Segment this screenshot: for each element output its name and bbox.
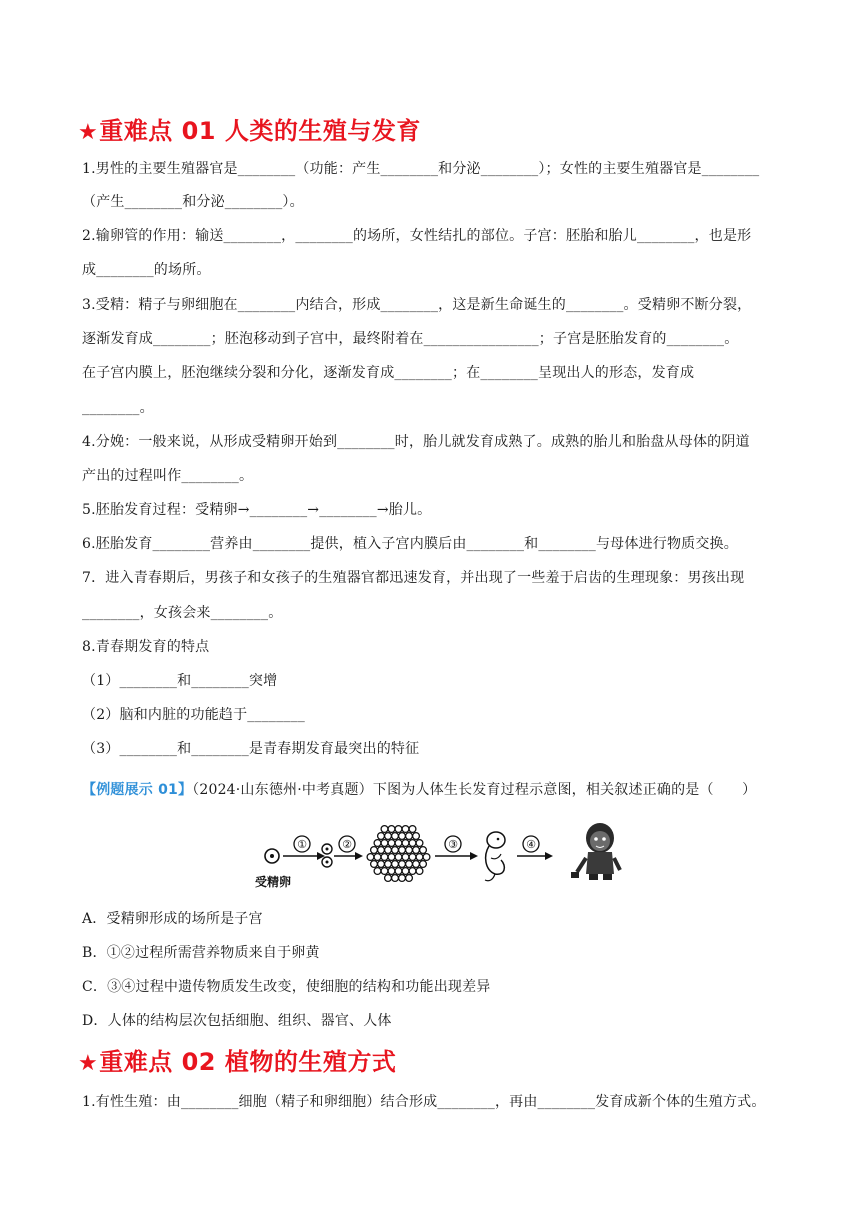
text-line: 6.胚胎发育________营养由________提供，植入子宫内膜后由________和________与母体进行物质交换。	[82, 536, 738, 552]
option-c[interactable]: C．③④过程中遗传物质发生改变，使细胞的结构和功能出现差异	[82, 979, 491, 995]
cluster-cell	[378, 861, 385, 868]
cluster-cell	[374, 854, 381, 861]
cluster-cell	[385, 833, 392, 840]
example-question-text: （2024·山东德州·中考真题）下图为人体生长发育过程示意图，相关叙述正确的是（ ）	[192, 782, 757, 798]
cluster-cell	[388, 868, 395, 875]
cluster-cell	[406, 861, 413, 868]
cluster-cell	[416, 840, 423, 847]
text-line: 成________的场所。	[82, 262, 211, 278]
text-line: 8.青春期发育的特点	[82, 639, 210, 655]
cluster-cell	[392, 861, 399, 868]
option-a[interactable]: A．受精卵形成的场所是子宫	[82, 911, 263, 927]
embryo-icon	[485, 832, 505, 881]
section-title-1: 重难点 01 人类的生殖与发育	[99, 117, 421, 145]
step-1-label: ①	[297, 838, 307, 851]
text-line: （3）________和________是青春期发育最突出的特征	[82, 741, 420, 757]
cluster-cell	[409, 826, 416, 833]
fertilized-egg-icon	[265, 849, 279, 863]
cluster-cell	[416, 854, 423, 861]
cluster-cell	[406, 833, 413, 840]
text-line: 5.胚胎发育过程：受精卵→________→________→胎儿。	[82, 502, 432, 518]
cluster-cell	[392, 875, 399, 882]
star-icon: ★	[78, 120, 99, 145]
cluster-cell	[409, 854, 416, 861]
cluster-cell	[381, 826, 388, 833]
text-line: 在子宫内膜上，胚泡继续分裂和分化，逐渐发育成________；在________呈现出人的形态，发育成	[82, 365, 695, 381]
step-4-label: ④	[526, 838, 536, 851]
example-question	[82, 780, 756, 800]
cluster-cell	[420, 847, 427, 854]
text-line: ________。	[82, 400, 154, 416]
step-3-label: ③	[448, 838, 458, 851]
development-diagram-svg	[255, 818, 635, 890]
text-line: 7．进入青春期后，男孩子和女孩子的生殖器官都迅速发育，并出现了一些羞于启齿的生理现象：男孩出现	[82, 570, 745, 586]
cluster-cell	[399, 875, 406, 882]
cluster-cell	[388, 854, 395, 861]
text-line: 产出的过程叫作________。	[82, 468, 254, 484]
cluster-cell	[409, 840, 416, 847]
cluster-cell	[413, 861, 420, 868]
cluster-cell	[374, 868, 381, 875]
cluster-cell	[402, 840, 409, 847]
cluster-cell	[406, 847, 413, 854]
cluster-cell	[409, 868, 416, 875]
text-line: ________，女孩会来________。	[82, 605, 283, 621]
cluster-cell	[420, 861, 427, 868]
text-line: 1.有性生殖：由________细胞（精子和卵细胞）结合形成________，再由________发育成新个体的生殖方式。	[82, 1094, 766, 1110]
cluster-cell	[378, 833, 385, 840]
text-line: 1.男性的主要生殖器官是________（功能：产生________和分泌________）；女性的主要生殖器官是________	[82, 161, 760, 177]
cluster-cell	[402, 854, 409, 861]
cluster-cell	[374, 840, 381, 847]
cluster-cell	[392, 847, 399, 854]
cluster-cell	[388, 826, 395, 833]
cluster-cell	[395, 840, 402, 847]
text-line: （1）________和________突增	[82, 673, 278, 689]
text-line: （产生________和分泌________）。	[82, 194, 304, 210]
development-diagram	[255, 818, 635, 890]
section-title-2: 重难点 02 植物的生殖方式	[99, 1048, 397, 1076]
cluster-cell	[385, 861, 392, 868]
option-d[interactable]: D．人体的结构层次包括细胞、组织、器官、人体	[82, 1013, 392, 1029]
cluster-cell	[402, 826, 409, 833]
example-tag: 【例题展示 01】	[82, 782, 193, 798]
text-line: 3.受精：精子与卵细胞在________内结合，形成________，这是新生命诞生的________。受精卵不断分裂，	[82, 297, 752, 313]
baby-icon	[571, 823, 620, 880]
cluster-cell	[399, 833, 406, 840]
cluster-cell	[399, 847, 406, 854]
cluster-cell	[406, 875, 413, 882]
cluster-cell	[395, 826, 402, 833]
text-line: （2）脑和内脏的功能趋于________	[82, 707, 305, 723]
cluster-cell	[371, 861, 378, 868]
cluster-cell	[413, 833, 420, 840]
cluster-cell	[392, 833, 399, 840]
cluster-cell	[378, 847, 385, 854]
cluster-cell	[395, 854, 402, 861]
cluster-cell	[402, 868, 409, 875]
cluster-cell	[385, 847, 392, 854]
star-icon: ★	[78, 1051, 99, 1076]
cluster-cell	[381, 868, 388, 875]
cluster-cell	[381, 840, 388, 847]
cluster-cell	[381, 854, 388, 861]
cell-cluster-icon	[367, 826, 430, 882]
cluster-cell	[399, 861, 406, 868]
cluster-cell	[395, 868, 402, 875]
cluster-cell	[385, 875, 392, 882]
text-line: 4.分娩：一般来说，从形成受精卵开始到________时，胎儿就发育成熟了。成熟的胎儿和胎盘从母体的阴道	[82, 434, 750, 450]
cluster-cell	[371, 847, 378, 854]
text-line: 逐渐发育成________；胚泡移动到子宫中，最终附着在________________；子宫是胚胎发育的________。	[82, 331, 739, 347]
option-b[interactable]: B．①②过程所需营养物质来自于卵黄	[82, 945, 320, 961]
step-2-label: ②	[342, 838, 352, 851]
cluster-cell	[416, 868, 423, 875]
text-line: 2.输卵管的作用：输送________，________的场所，女性结扎的部位。子宫：胚胎和胎儿________，也是形	[82, 228, 752, 244]
cluster-cell	[367, 854, 374, 861]
fertilized-egg-label: 受精卵	[255, 875, 292, 889]
section-heading-2	[78, 1047, 396, 1079]
cluster-cell	[423, 854, 430, 861]
cluster-cell	[413, 847, 420, 854]
cluster-cell	[388, 840, 395, 847]
section-heading-1	[78, 116, 421, 148]
